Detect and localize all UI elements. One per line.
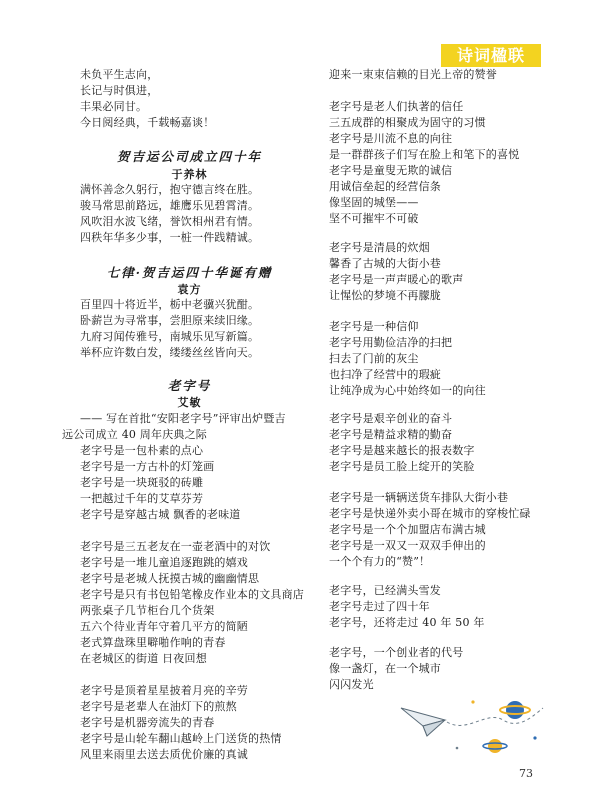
- section-tag: 诗词楹联: [441, 44, 541, 67]
- text-line: 骏马常思前路远，雄鹰乐见碧霄清。: [80, 199, 260, 212]
- text-line: 是一群群孩子们写在脸上和笔下的喜悦: [329, 148, 520, 161]
- text-line: 老字号是艰辛创业的奋斗: [329, 412, 453, 425]
- text-line: 老字号是员工脸上绽开的笑脸: [329, 460, 475, 473]
- text-line: 老字号走过了四十年: [329, 600, 430, 613]
- text-line: 老字号是三五老友在一壶老酒中的对饮: [80, 540, 271, 553]
- text-line: 五六个待业青年守着几平方的简陋: [80, 620, 248, 633]
- text-line: 三五成群的相聚成为固守的习惯: [329, 116, 486, 129]
- text-line: 老字号是一双又一双双手伸出的: [329, 539, 486, 552]
- text-line: 丰果必同甘。: [80, 100, 148, 113]
- text-line: 老字号是一辆辆送货车排队大街小巷: [329, 491, 509, 504]
- text-line: 老字号是童叟无欺的诚信: [329, 164, 453, 177]
- text-line: 一把越过千年的艾草芬芳: [80, 492, 204, 505]
- text-line: 老字号是顶着星星披着月亮的辛劳: [80, 684, 248, 697]
- text-line: 老字号是川流不息的向往: [329, 132, 453, 145]
- text-line: 卧薪岂为寻常事，尝胆原来续旧缘。: [80, 314, 260, 327]
- text-line: 扫去了门前的灰尘: [329, 352, 419, 365]
- page-number: 73: [519, 767, 533, 780]
- text-line: 老字号是山轮车翻山越岭上门送货的热情: [80, 732, 282, 745]
- text-line: 老字号是一个个加盟店布满古城: [329, 523, 486, 536]
- poem-title: 七律·贺吉运四十华诞有赠: [106, 265, 273, 280]
- paper-plane-icon: [401, 708, 445, 736]
- text-line: 满怀善念久躬行，抱守德言终在胜。: [80, 183, 260, 196]
- poem-author: 于养林: [171, 168, 208, 181]
- text-line: 老字号是一种信仰: [329, 320, 419, 333]
- text-line: 老式算盘珠里噼啪作响的青春: [80, 636, 226, 649]
- star-dot: [471, 700, 474, 703]
- text-line: 像一盏灯，在一个城市: [329, 662, 441, 675]
- text-line: 老字号是穿越古城 飘香的老味道: [80, 508, 241, 521]
- text-line: 馨香了古城的大街小巷: [329, 257, 441, 270]
- text-line: 老字号是一方古朴的灯笼画: [80, 460, 215, 473]
- text-line: 像坚固的城堡——: [329, 196, 419, 209]
- text-line: 老字号，已经满头雪发: [329, 584, 441, 597]
- text-line: 今日阅经典，千载畅嘉谈！: [80, 116, 215, 129]
- text-line: 迎来一束束信赖的目光上帝的赞誉: [329, 68, 497, 81]
- text-line: 风吹泪水波飞绪，誉饮相州君有情。: [80, 215, 260, 228]
- planet-icon: [500, 701, 530, 719]
- text-line: 老字号是快递外卖小哥在城市的穿梭忙碌: [329, 507, 531, 520]
- text-line: 在老城区的街道 日夜回想: [80, 652, 207, 665]
- text-line: 老字号是越来越长的报表数字: [329, 444, 475, 457]
- text-line: 长记与时俱进，: [80, 84, 159, 97]
- text-line: 四秩年华多少事，一桩一件践精诚。: [80, 231, 260, 244]
- text-line: 一个个有力的“赞”！: [329, 555, 431, 568]
- text-line: 老字号是一堆儿童追逐跑跳的嬉戏: [80, 556, 248, 569]
- text-line: 老字号是老人们执著的信任: [329, 100, 464, 113]
- text-line: 老字号是机器旁流失的青春: [80, 716, 215, 729]
- poem-title: 贺吉运公司成立四十年: [116, 149, 262, 164]
- text-line: 也扫净了经营中的瑕疵: [329, 368, 441, 381]
- text-line: 坚不可摧牢不可破: [329, 212, 419, 225]
- text-line: 举杯应许数白发，缕缕丝丝皆向天。: [80, 346, 260, 359]
- poem-subtitle: —— 写在首批“安阳老字号”评审出炉暨吉: [80, 412, 286, 425]
- text-line: 老字号是老城人抚摸古城的幽幽情思: [80, 572, 260, 585]
- text-line: 让纯净成为心中始终如一的向往: [329, 384, 486, 397]
- star-dot: [533, 736, 536, 739]
- paper-plane-planets-decoration: [395, 690, 555, 765]
- poem-title: 老字号: [167, 378, 212, 393]
- text-line: 两张桌子几节柜台几个货架: [80, 604, 215, 617]
- text-line: 风里来雨里去送去质优价廉的真诚: [80, 748, 248, 761]
- planet-icon: [483, 739, 507, 753]
- text-line: 老字号是一块斑驳的砖雕: [80, 476, 204, 489]
- text-line: 让惺忪的梦境不再朦胧: [329, 289, 441, 302]
- text-line: 老字号是精益求精的勤奋: [329, 428, 453, 441]
- text-line: 老字号是一包朴素的点心: [80, 444, 204, 457]
- text-line: 闪闪发光: [329, 678, 374, 691]
- text-line: 未负平生志向，: [80, 68, 159, 81]
- poem-subtitle: 远公司成立 40 周年庆典之际: [62, 428, 207, 441]
- poem-author: 艾敏: [177, 396, 202, 409]
- text-line: 老字号是只有书包铅笔橡皮作业本的文具商店: [80, 588, 304, 601]
- poem-author: 袁方: [177, 283, 202, 296]
- text-line: 老字号用勤俭洁净的扫把: [329, 336, 453, 349]
- text-line: 老字号是一声声暖心的歌声: [329, 273, 464, 286]
- text-line: 老字号是清晨的炊烟: [329, 241, 430, 254]
- text-line: 老字号，一个创业者的代号: [329, 646, 464, 659]
- text-line: 九府习闻传雅号，南城乐见写新篇。: [80, 330, 260, 343]
- text-line: 老字号，还将走过 40 年 50 年: [329, 616, 485, 629]
- text-line: 百里四十将近半，栃中老骥兴犹酣。: [80, 298, 260, 311]
- star-dot: [456, 747, 459, 750]
- text-line: 老字号是老辈人在油灯下的煎熬: [80, 700, 237, 713]
- text-line: 用诚信垒起的经营信条: [329, 180, 441, 193]
